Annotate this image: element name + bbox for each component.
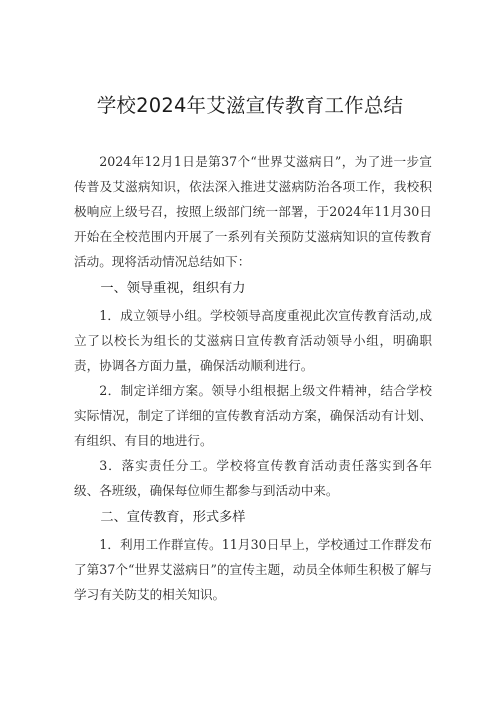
body-paragraph: 1．成立领导小组。学校领导高度重视此次宣传教育活动,成立了以校长为组长的艾滋病日宣传教育活动领导小组，明确职责，协调各方面力量，确保活动顺利进行。	[74, 308, 432, 373]
section-heading: 一、领导重视，组织有力	[100, 281, 246, 296]
body-paragraph: 3．落实责任分工。学校将宣传教育活动责任落实到各年级、各班级，确保每位师生都参与到活动中来。	[74, 458, 432, 498]
section-2	[74, 503, 432, 607]
body-paragraph: 2．制定详细方案。领导小组根据上级文件精神，结合学校实际情况，制定了详细的宣传教育活动方案，确保活动有计划、有组织、有目的地进行。	[74, 383, 432, 448]
document-body	[74, 149, 432, 607]
intro-paragraph: 2024年12月1日是第37个“世界艾滋病日”，为了进一步宣传普及艾滋病知识，依法深入推进艾滋病防治各项工作，我校积极响应上级号召，按照上级部门统一部署，于2024年11月30日开始在全校范围内开展了一系列有关预防艾滋病知识的宣传教育活动。现将活动情况总结如下：	[74, 154, 432, 269]
body-paragraph: 1．利用工作群宣传。11月30日早上，学校通过工作群发布了第37个“世界艾滋病日”的宣传主题，动员全体师生积极了解与学习有关防艾的相关知识。	[74, 537, 432, 602]
section-1	[74, 274, 432, 503]
document-title: 学校2024年艾滋宣传教育工作总结	[96, 94, 404, 117]
section-heading: 二、宣传教育，形式多样	[100, 510, 246, 525]
